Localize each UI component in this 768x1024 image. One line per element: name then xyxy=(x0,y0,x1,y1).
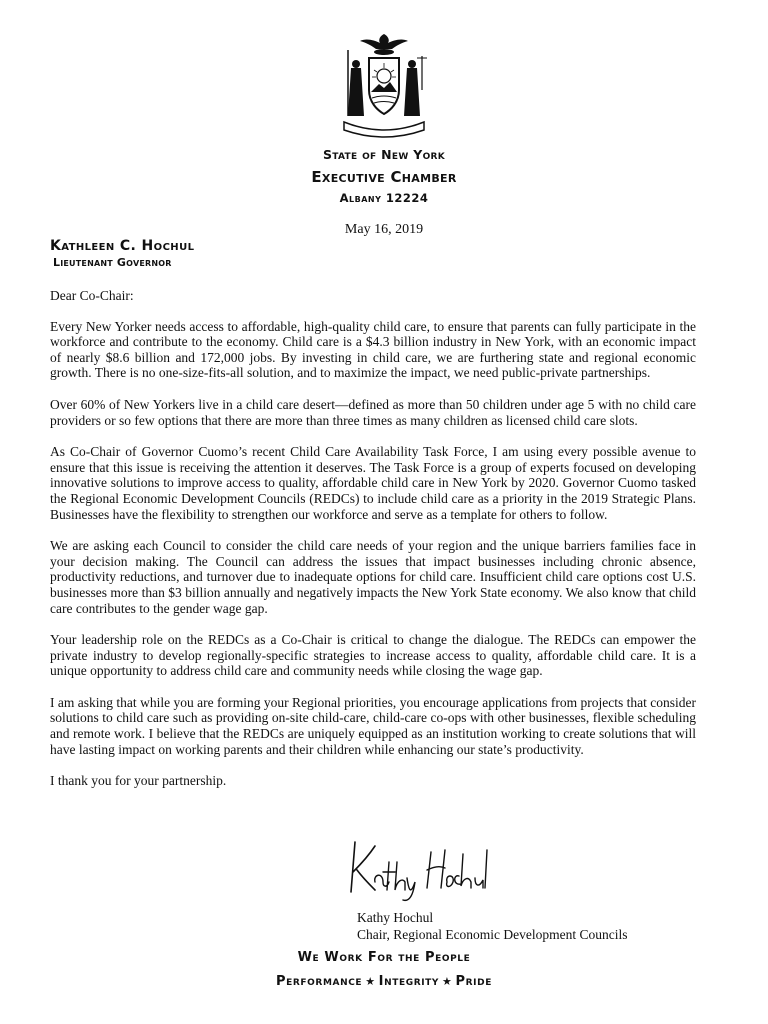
footer-value: Performance xyxy=(276,974,363,989)
footer-motto: We Work For the People xyxy=(297,950,471,965)
letter-body xyxy=(50,288,696,805)
letter-date: May 16, 2019 xyxy=(344,222,424,237)
sender-title: Lieutenant Governor xyxy=(53,256,172,269)
closing-line: I thank you for your partnership. xyxy=(50,773,227,789)
star-icon: ★ xyxy=(365,975,376,988)
sender-name: Kathleen C. Hochul xyxy=(50,238,195,254)
footer-values xyxy=(0,974,768,989)
paragraph: Over 60% of New Yorkers live in a child care desert—defined as more than 50 children under age 5 with no child care providers or so few options that there are more than three times as many children as licensed child care slots. xyxy=(50,396,696,428)
salutation: Dear Co-Chair: xyxy=(50,288,134,303)
state-name: State of New York xyxy=(322,147,446,162)
signer-name: Kathy Hochul xyxy=(357,910,434,925)
handwritten-signature xyxy=(345,832,495,902)
chamber-title: Executive Chamber xyxy=(311,168,457,186)
city-zip: Albany 12224 xyxy=(339,191,429,205)
new-york-state-seal-icon xyxy=(334,30,434,146)
paragraph: As Co-Chair of Governor Cuomo’s recent Child Care Availability Task Force, I am using every possible avenue to ensure that this issue is receiving the attention it deserves. The Task Force is a group of experts focused on developing innovative solutions to improve access to quality, affordable child care in New York by 2020. Governor Cuomo tasked the Regional Economic Development Councils (REDCs) to include child care as a priority in the 2019 Strategic Plans. Businesses have the flexibility to strengthen our workforce and serve as a template for others to follow. xyxy=(50,444,696,522)
paragraph: I am asking that while you are forming your Regional priorities, you encourage applications from projects that consider solutions to child care such as providing on-site child-care, child-care co-ops with other businesses, flexible scheduling and remote work. I believe that the REDCs are uniquely equipped as an institution working to create solutions that will have lasting impact on working parents and their children while enhancing our state’s productivity. xyxy=(50,694,696,757)
paragraph: Every New Yorker needs access to affordable, high-quality child care, to ensure that parents can fully participate in the workforce and contribute to the economy. Child care is a $4.3 billion industry in New York, with an economic impact of nearly $8.6 billion and 172,000 jobs. By investing in child care, we are furthering state and regional economic growth. There is no one-size-fits-all solution, and to maximize the impact, we need public-private partnerships. xyxy=(50,318,696,381)
footer-value: Pride xyxy=(455,974,492,989)
footer-value: Integrity xyxy=(378,974,440,989)
paragraph: We are asking each Council to consider the child care needs of your region and the unique barriers families face in your decision making. The Council can address the issues that impact businesses including chronic absence, productivity reductions, and turnover due to inadequate options for child care. Insufficient child care options cost U.S. businesses more than $3 billion annually and negatively impacts the New York State economy. We also know that child care contributes to the gender wage gap. xyxy=(50,538,696,616)
star-icon: ★ xyxy=(442,975,453,988)
paragraph: Your leadership role on the REDCs as a Co-Chair is critical to change the dialogue. The REDCs can empower the private industry to develop regionally-specific strategies to increase access to quality, affordable child care. It is a unique opportunity to address child care and community needs while closing the wage gap. xyxy=(50,632,696,679)
signer-title: Chair, Regional Economic Development Councils xyxy=(357,927,628,942)
